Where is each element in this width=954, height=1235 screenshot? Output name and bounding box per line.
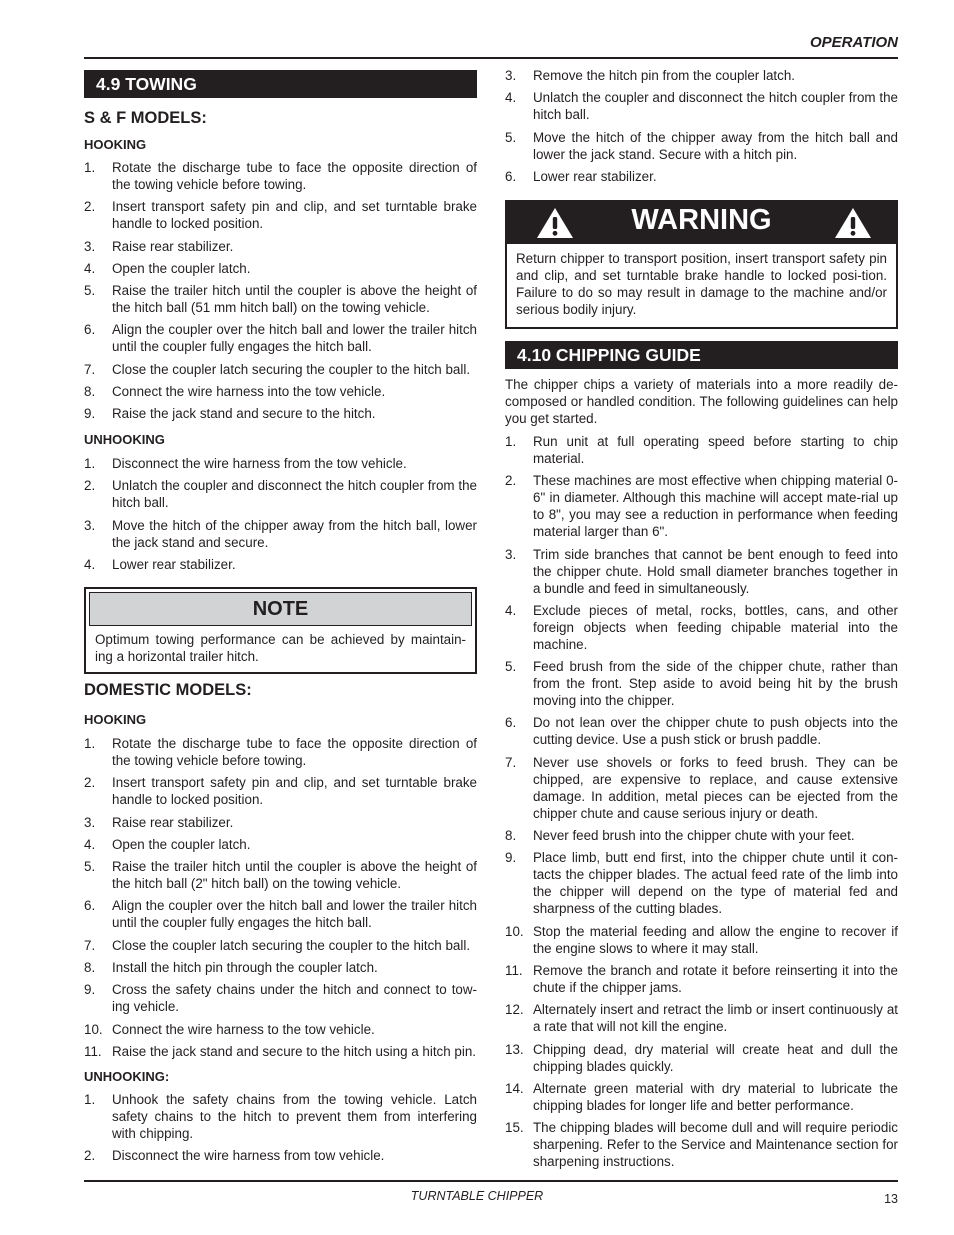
list-item — [505, 546, 898, 597]
list-item-text: Rotate the discharge tube to face the opposite direction of the towing vehicle before towing. — [112, 736, 477, 768]
list-item-number: 1. — [84, 456, 96, 471]
list-item-number: 11. — [505, 962, 523, 978]
sf-unhooking-list — [84, 455, 477, 578]
sf-hooking-label: HOOKING — [84, 137, 147, 152]
list-item — [505, 923, 898, 957]
list-item — [84, 455, 477, 472]
chipping-intro: The chipper chips a variety of materials into a more readily de-composed or handled condition. The following guidelines can help you get started. — [505, 377, 898, 426]
dom-unhooking-list — [84, 1091, 477, 1170]
warning-box — [505, 200, 898, 329]
list-item — [84, 836, 477, 853]
list-item-number: 7. — [505, 754, 517, 770]
list-item — [84, 517, 477, 551]
list-item-number: 2. — [505, 473, 517, 489]
list-item-text: Alternately insert and retract the limb or insert continuously at a rate that will not kill the engine. — [533, 1002, 898, 1035]
list-item-text: Place limb, butt end first, into the chipper chute until it con-tacts the chipper blades. The actual feed rate of the limb into the chipper will depend on the type of material fed and sharpness of the cutting blades. — [533, 850, 898, 917]
list-item — [505, 67, 898, 84]
list-item-text: Move the hitch of the chipper away from the hitch ball and lower the jack stand. Secure with a hitch pin. — [533, 129, 898, 162]
chipping-guide-list — [505, 433, 898, 1175]
list-item-number: 15. — [505, 1120, 524, 1136]
warning-title-bar — [507, 202, 896, 244]
list-item — [84, 383, 477, 400]
list-item-number: 10. — [84, 1021, 103, 1037]
list-item — [505, 89, 898, 123]
list-item-number: 2. — [84, 1148, 96, 1164]
list-item-text: Feed brush from the side of the chipper chute, rather than from the front. Step aside to avoid being hit by the brush moving into the chipper. — [533, 659, 898, 709]
dom-hooking-label: HOOKING — [84, 712, 147, 727]
list-item-text: Never feed brush into the chipper chute with your feet. — [533, 828, 855, 844]
list-item-text: Insert transport safety pin and clip, and set turntable brake handle to locked position. — [112, 775, 477, 808]
list-item — [84, 159, 477, 193]
list-item-text: Stop the material feeding and allow the engine to recover if the engine slows to where it may stall. — [533, 923, 898, 956]
list-item — [84, 361, 477, 378]
list-item-text: Raise the jack stand and secure to the hitch. — [112, 406, 376, 422]
list-item — [505, 472, 898, 540]
list-item-text: Close the coupler latch securing the coupler to the hitch ball. — [112, 361, 471, 377]
list-item — [84, 198, 477, 232]
list-item-number: 6. — [505, 715, 517, 731]
list-item-text: Align the coupler over the hitch ball and lower the trailer hitch until the coupler fully engages the hitch ball. — [112, 898, 477, 931]
list-item-number: 7. — [84, 937, 96, 953]
list-item-number: 4. — [84, 260, 96, 276]
sf-unhooking-label: UNHOOKING — [84, 432, 165, 447]
sf-hooking-list — [84, 159, 477, 428]
list-item — [84, 556, 477, 573]
list-item-number: 11. — [84, 1043, 102, 1059]
list-item-number: 5. — [84, 859, 96, 875]
list-item-number: 4. — [84, 836, 96, 852]
list-item-number: 5. — [84, 283, 96, 299]
list-item-number: 3. — [84, 517, 96, 533]
list-item-number: 3. — [84, 814, 96, 830]
list-item-number: 4. — [505, 90, 517, 106]
list-item-number: 6. — [505, 168, 517, 184]
list-item-number: 4. — [84, 556, 96, 572]
list-item-number: 5. — [505, 129, 517, 145]
dom-unhooking-list-continued — [505, 67, 898, 190]
list-item-text: Open the coupler latch. — [112, 836, 251, 852]
list-item-number: 9. — [84, 982, 96, 998]
bottom-rule — [84, 1180, 898, 1182]
list-item — [505, 602, 898, 653]
list-item-text: Align the coupler over the hitch ball and lower the trailer hitch until the coupler fully engages the hitch ball. — [112, 322, 477, 355]
list-item-number: 10. — [505, 923, 524, 939]
sf-models-heading: S & F MODELS: — [84, 109, 207, 127]
list-item-number: 8. — [84, 960, 96, 976]
chipping-guide-heading: 4.10 CHIPPING GUIDE — [505, 341, 898, 369]
list-item-text: Unlatch the coupler and disconnect the hitch coupler from the hitch ball. — [533, 90, 898, 123]
list-item-number: 3. — [505, 68, 517, 83]
list-item-text: Trim side branches that cannot be bent enough to feed into the chipper chute. Hold small diameter branches together in a bundle and feed in simultaneously. — [533, 546, 898, 596]
warning-body: Return chipper to transport position, insert transport safety pin and clip, and set turntable brake handle to locked posi-tion. Failure to do so may result in damage to the machine and/or serious bodily injury. — [516, 251, 887, 317]
list-item-text: Insert transport safety pin and clip, and set turntable brake handle to locked position. — [112, 199, 477, 232]
list-item-text: Connect the wire harness into the tow vehicle. — [112, 384, 386, 400]
list-item — [505, 658, 898, 709]
list-item-number: 9. — [84, 406, 96, 422]
list-item-number: 1. — [84, 736, 96, 751]
footer-title: TURNTABLE CHIPPER — [410, 1189, 544, 1203]
list-item — [84, 238, 477, 255]
list-item — [84, 1147, 477, 1164]
list-item-text: Raise the trailer hitch until the coupler is above the height of the hitch ball (2" hitch ball) on the towing vehicle. — [112, 859, 477, 892]
list-item-text: Raise rear stabilizer. — [112, 814, 234, 830]
list-item-text: Run unit at full operating speed before starting to chip material. — [533, 434, 898, 466]
list-item-number: 1. — [84, 1092, 96, 1107]
list-item — [84, 735, 477, 769]
top-rule — [84, 57, 898, 59]
towing-heading: 4.9 TOWING — [84, 70, 477, 98]
section-header: OPERATION — [809, 34, 898, 51]
list-item — [505, 1080, 898, 1114]
list-item — [84, 858, 477, 892]
list-item-text: Never use shovels or forks to feed brush. They can be chipped, are expensive to replace, and cause extensive damage. In addition, metal pieces can be ejected from the chipper chute and cause serious injury or death. — [533, 754, 898, 821]
list-item-number: 3. — [84, 238, 96, 254]
warning-title: WARNING — [631, 204, 772, 236]
list-item-text: Lower rear stabilizer. — [533, 168, 657, 184]
list-item-text: Rotate the discharge tube to face the opposite direction of the towing vehicle before towing. — [112, 160, 477, 192]
list-item-text: These machines are most effective when chipping material 0-6" in diameter. Although this machine will accept mate-rial up to 8", you may see a reduction in performance when feeding material larger than 6". — [533, 473, 898, 540]
list-item — [84, 477, 477, 511]
list-item-text: Exclude pieces of metal, rocks, bottles, cans, and other foreign objects when feeding chipable material into the machine. — [533, 602, 898, 652]
list-item-text: Disconnect the wire harness from tow vehicle. — [112, 1148, 385, 1164]
list-item-text: Chipping dead, dry material will create heat and dull the chipping blades quickly. — [533, 1041, 898, 1074]
list-item-number: 8. — [84, 384, 96, 400]
list-item-number: 2. — [84, 775, 96, 791]
list-item-text: Unhook the safety chains from the towing vehicle. Latch safety chains to the hitch to prevent them from interfering with chipping. — [112, 1092, 477, 1141]
list-item-text: Raise the trailer hitch until the coupler is above the height of the hitch ball (51 mm hitch ball) on the towing vehicle. — [112, 283, 477, 316]
list-item-text: Raise rear stabilizer. — [112, 238, 234, 254]
list-item — [505, 714, 898, 748]
list-item — [84, 260, 477, 277]
dom-unhooking-label: UNHOOKING: — [84, 1069, 170, 1084]
list-item-number: 8. — [505, 828, 517, 844]
list-item-text: Connect the wire harness to the tow vehicle. — [112, 1021, 375, 1037]
page-number: 13 — [884, 1192, 898, 1206]
list-item — [84, 1021, 477, 1038]
list-item — [84, 1091, 477, 1142]
list-item-number: 2. — [84, 478, 96, 494]
list-item-text: Lower rear stabilizer. — [112, 556, 236, 572]
list-item-text: Disconnect the wire harness from the tow vehicle. — [112, 456, 407, 471]
list-item-number: 5. — [505, 659, 517, 675]
list-item-number: 14. — [505, 1080, 524, 1096]
list-item-number: 9. — [505, 850, 517, 866]
list-item — [505, 1041, 898, 1075]
list-item-text: Open the coupler latch. — [112, 260, 251, 276]
list-item — [84, 897, 477, 931]
list-item — [84, 981, 477, 1015]
list-item — [84, 1043, 477, 1060]
list-item-text: Cross the safety chains under the hitch and connect to tow-ing vehicle. — [112, 982, 477, 1015]
domestic-models-heading: DOMESTIC MODELS: — [84, 681, 252, 699]
list-item-text: Do not lean over the chipper chute to push objects into the cutting device. Use a push stick or brush paddle. — [533, 715, 898, 748]
list-item — [505, 962, 898, 996]
list-item — [84, 282, 477, 316]
list-item-number: 3. — [505, 546, 517, 562]
list-item — [84, 774, 477, 808]
list-item — [505, 827, 898, 844]
warning-triangle-icon — [833, 206, 873, 240]
list-item — [84, 959, 477, 976]
note-title: NOTE — [89, 592, 472, 626]
list-item-text: Unlatch the coupler and disconnect the hitch coupler from the hitch ball. — [112, 478, 477, 511]
list-item-text: Remove the branch and rotate it before reinserting it into the chute if the chipper jams. — [533, 962, 898, 995]
note-body: Optimum towing performance can be achieved by maintain-ing a horizontal trailer hitch. — [95, 632, 466, 664]
list-item-number: 6. — [84, 898, 96, 914]
list-item — [505, 129, 898, 163]
list-item-number: 4. — [505, 602, 517, 618]
dom-hooking-list — [84, 735, 477, 1065]
list-item-number: 2. — [84, 199, 96, 215]
list-item — [505, 754, 898, 822]
list-item-text: Remove the hitch pin from the coupler latch. — [533, 68, 795, 83]
list-item-number: 1. — [84, 160, 96, 175]
list-item — [84, 937, 477, 954]
list-item-text: Move the hitch of the chipper away from the hitch ball, lower the jack stand and secure. — [112, 517, 477, 550]
list-item — [505, 1119, 898, 1170]
list-item-number: 12. — [505, 1002, 524, 1018]
list-item-text: Alternate green material with dry material to lubricate the chipping blades for longer life and better performance. — [533, 1080, 898, 1113]
list-item — [505, 168, 898, 185]
list-item-text: Install the hitch pin through the coupler latch. — [112, 960, 378, 976]
list-item — [84, 321, 477, 355]
list-item-text: Close the coupler latch securing the coupler to the hitch ball. — [112, 937, 471, 953]
list-item — [505, 849, 898, 917]
list-item-text: Raise the jack stand and secure to the hitch using a hitch pin. — [112, 1043, 476, 1059]
list-item-number: 13. — [505, 1041, 524, 1057]
list-item — [84, 814, 477, 831]
list-item-number: 1. — [505, 434, 517, 449]
list-item-text: The chipping blades will become dull and will require periodic sharpening. Refer to the Service and Maintenance section for sharpening instructions. — [533, 1120, 898, 1170]
list-item — [84, 405, 477, 422]
list-item-number: 6. — [84, 322, 96, 338]
list-item — [505, 1001, 898, 1035]
list-item — [505, 433, 898, 467]
list-item-number: 7. — [84, 361, 96, 377]
note-box — [84, 587, 477, 674]
